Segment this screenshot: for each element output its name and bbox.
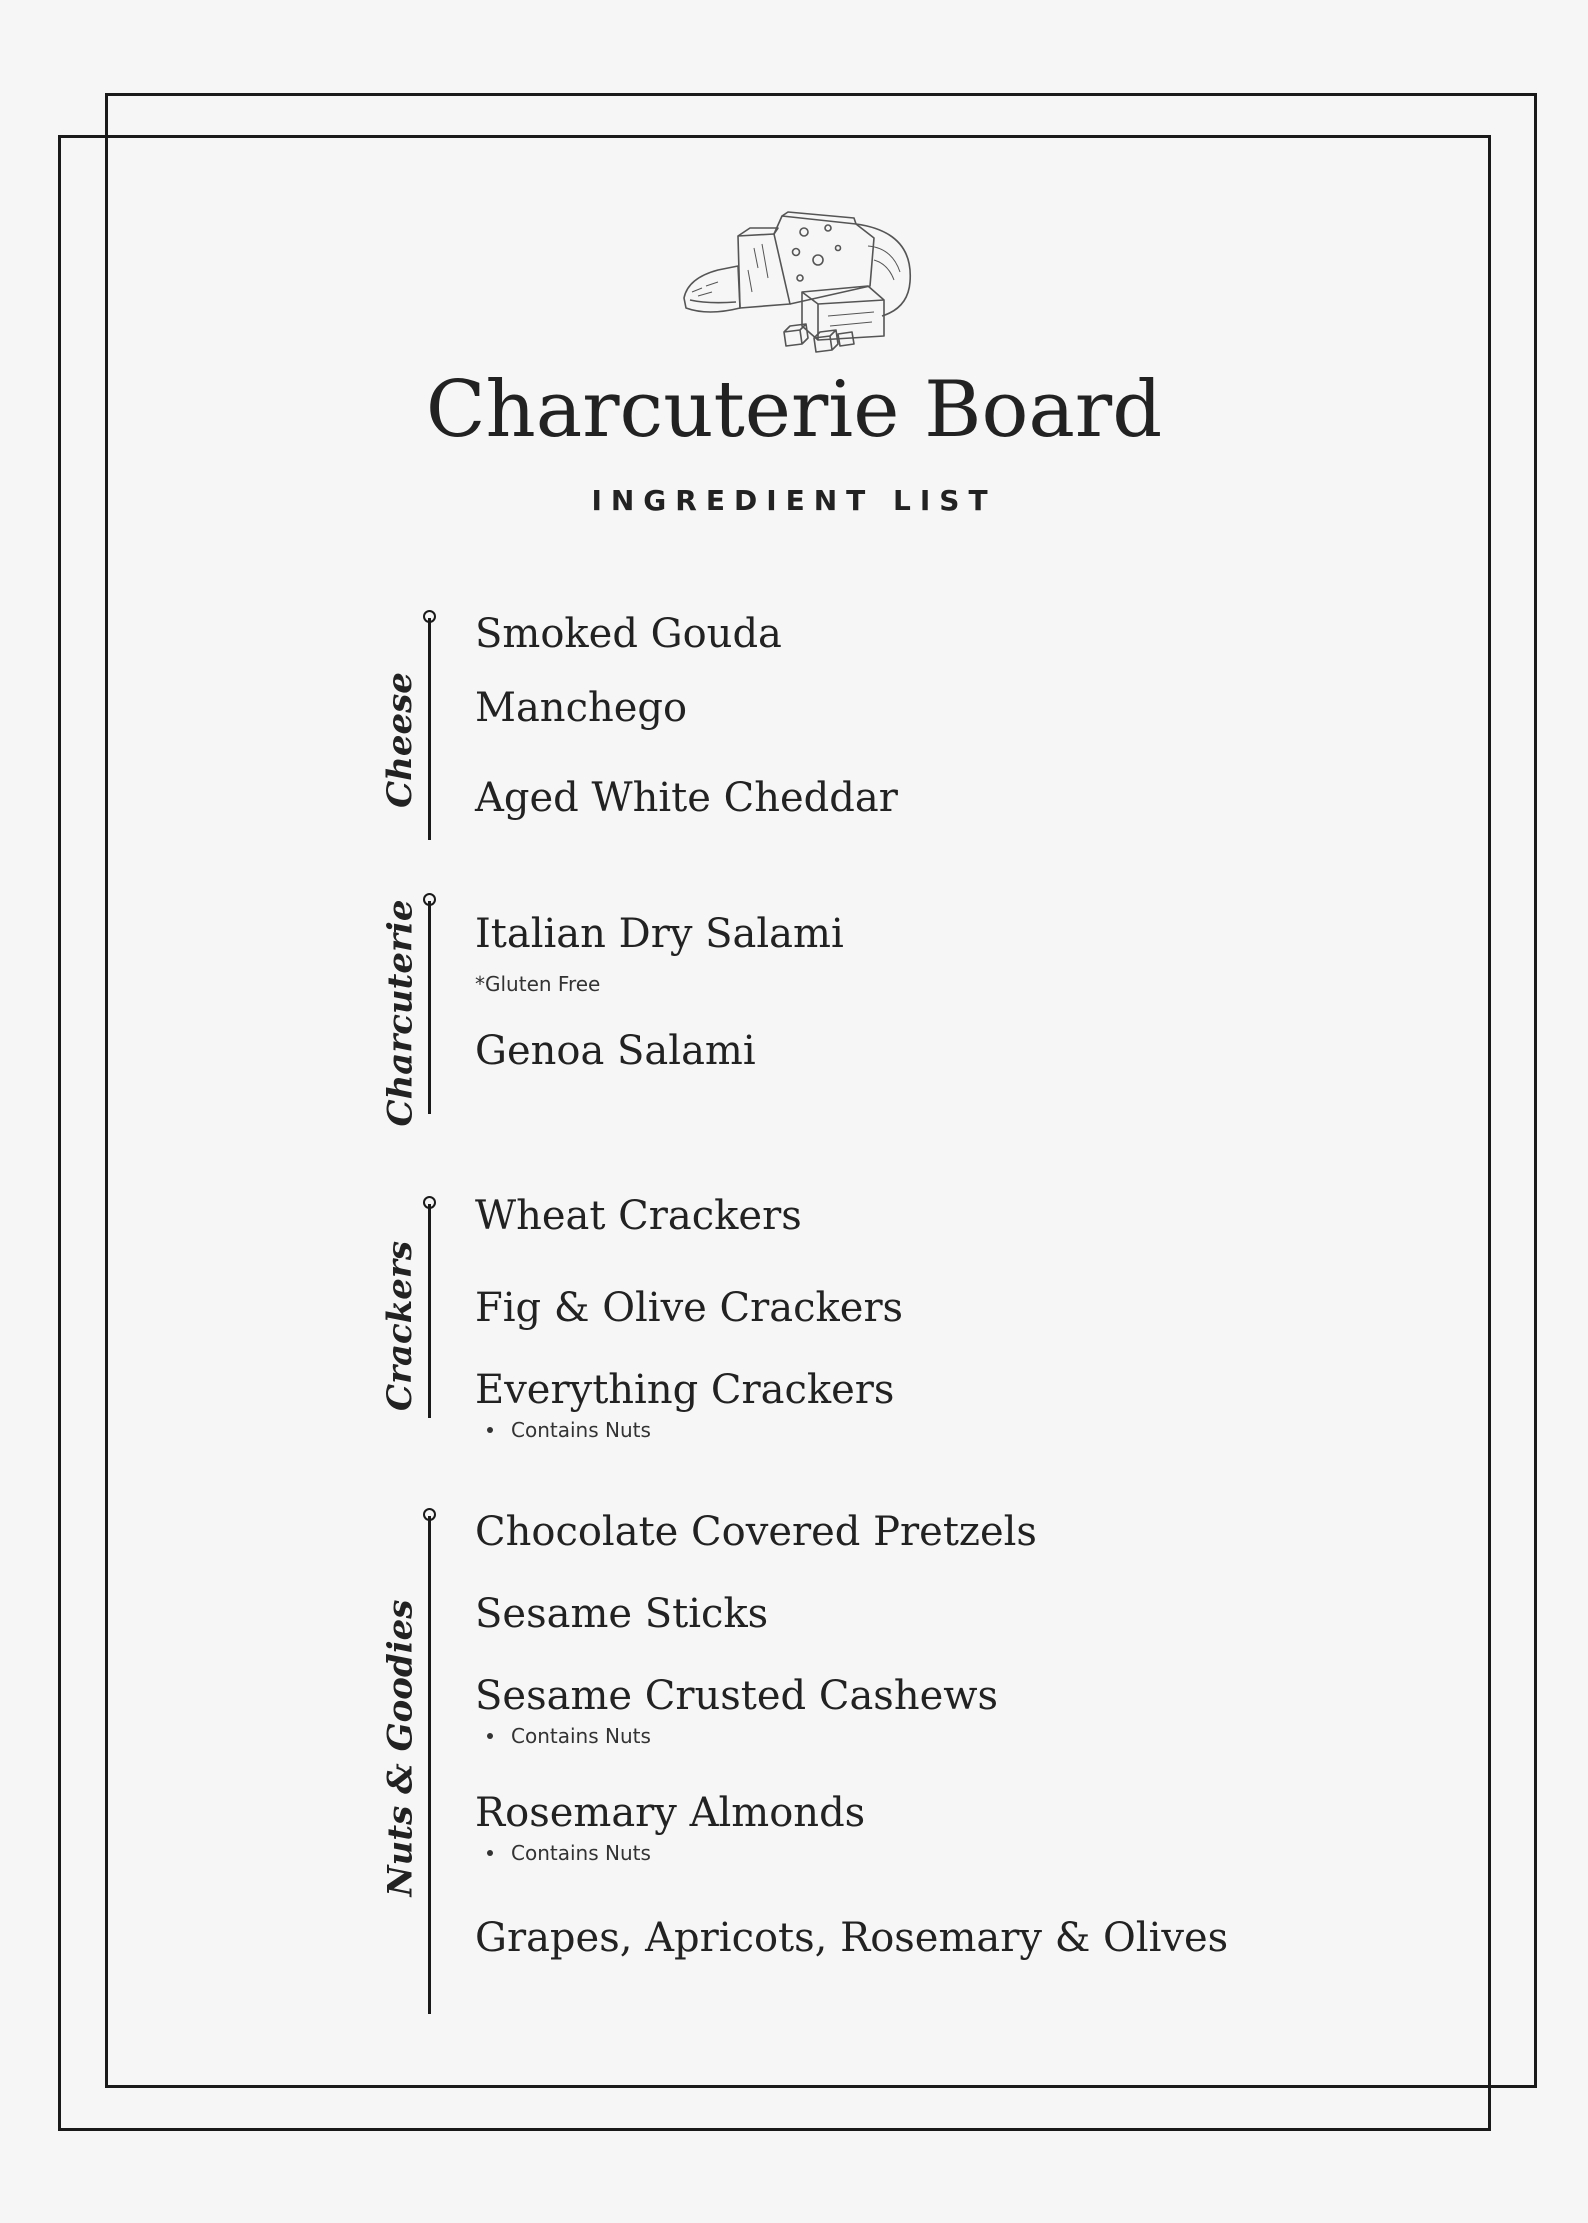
section-charcuterie — [330, 893, 1230, 1127]
list-item: Sesame Sticks — [475, 1591, 769, 1637]
list-item: Aged White Cheddar — [475, 775, 898, 821]
bullet-dot-icon — [487, 1733, 493, 1739]
list-item: Wheat Crackers — [475, 1193, 802, 1239]
item-bullet-note: Contains Nuts — [487, 1841, 651, 1865]
list-item: Smoked Gouda — [475, 611, 782, 657]
list-item: Fig & Olive Crackers — [475, 1285, 904, 1331]
section-label: Crackers — [380, 1241, 421, 1411]
item-bullet-note: Contains Nuts — [487, 1418, 651, 1442]
list-item: Everything Crackers — [475, 1367, 895, 1413]
list-item: Sesame Crusted Cashews — [475, 1673, 999, 1719]
item-bullet-note: Contains Nuts — [487, 1724, 651, 1748]
list-item: Italian Dry Salami — [475, 911, 844, 957]
bullet-dot-icon — [487, 1427, 493, 1433]
page-title: Charcuterie Board — [425, 365, 1163, 455]
page-subtitle: INGREDIENT LIST — [591, 484, 997, 517]
section-nuts-goodies — [330, 1508, 1230, 2008]
list-item: Chocolate Covered Pretzels — [475, 1509, 1037, 1555]
item-note: *Gluten Free — [475, 972, 601, 996]
list-item: Rosemary Almonds — [475, 1790, 866, 1836]
section-label: Cheese — [380, 672, 421, 808]
list-item: Genoa Salami — [475, 1028, 756, 1074]
section-label: Nuts & Goodies — [380, 1599, 420, 1897]
section-label: Charcuterie — [380, 899, 421, 1127]
cheese-illustration-icon — [678, 208, 918, 358]
section-cheese — [330, 610, 1230, 840]
section-crackers — [330, 1193, 1230, 1456]
list-item: Manchego — [475, 685, 688, 731]
bullet-dot-icon — [487, 1850, 493, 1856]
list-item: Grapes, Apricots, Rosemary & Olives — [475, 1915, 1229, 1961]
